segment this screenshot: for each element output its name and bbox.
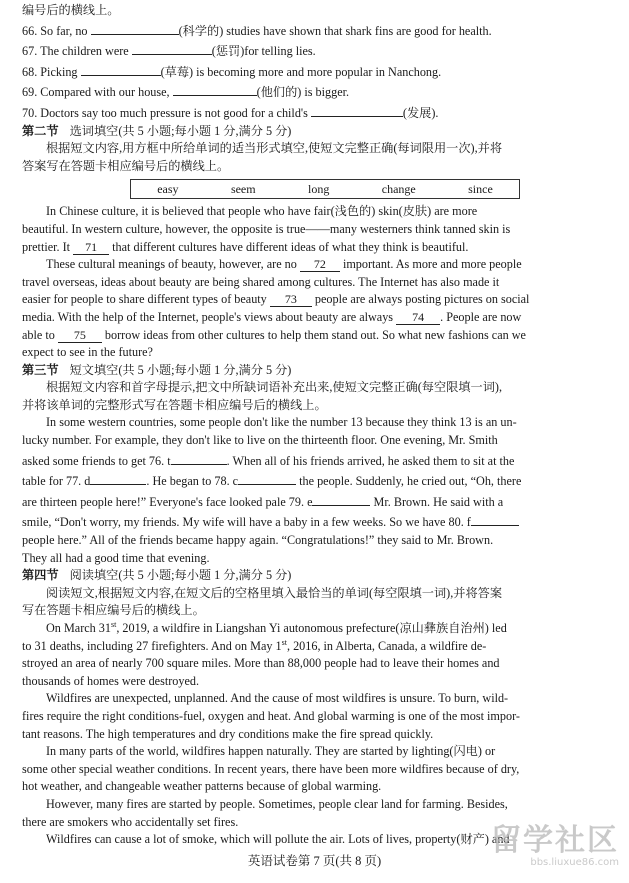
- passage-line: In some western countries, some people don't like the number 13 because they think 13 is an un-: [46, 415, 517, 430]
- answer-blank-68[interactable]: [81, 61, 161, 76]
- passage-line: people here.” All of the friends became happy again. “Congratulations!” they said to Mr. Brown.: [22, 533, 494, 548]
- section-3-subtitle: 短文填空(共 5 小题;每小题 1 分,满分 5 分): [69, 362, 292, 377]
- passage-line: In Chinese culture, it is believed that people who have fair(浅色的) skin(皮肤) are more: [46, 204, 478, 219]
- word-bank-item: seem: [230, 181, 256, 196]
- passage-line: able to 75 borrow ideas from other cultures to help them stand out. So what new fashions can we: [22, 327, 526, 342]
- word-bank-item: change: [381, 181, 416, 196]
- answer-blank-79[interactable]: [312, 491, 370, 506]
- passage-line: asked some friends to get 76. t . When all of his friends arrived, he asked them to sit at the: [22, 450, 607, 471]
- word-bank-item: long: [308, 181, 330, 196]
- answer-blank-69[interactable]: [173, 81, 257, 96]
- word-bank-item: easy: [157, 181, 179, 196]
- passage-line: beautiful. In western culture, however, the opposite is true——many westerners think tanned skin is: [22, 221, 511, 236]
- passage-line: media. With the help of the Internet, people's views about beauty are always 74 . People are now: [22, 309, 522, 324]
- passage-line: fires require the right conditions-fuel, oxygen and heat. And global warming is one of the most impor-: [22, 708, 520, 723]
- question-66: 66. So far, no (科学的) studies have shown that shark fins are good for health.: [22, 20, 607, 41]
- answer-blank-80[interactable]: [471, 511, 519, 526]
- word-bank-box: [130, 179, 520, 199]
- site-watermark: [449, 825, 619, 873]
- section-4-title: 第四节: [22, 568, 59, 583]
- section-3-instruction-cont: 并将该单词的完整形式写在答题卡相应编号后的横线上。: [22, 397, 327, 412]
- passage-line: some other special weather conditions. In recent years, there have been more wildfires because of dry,: [22, 761, 520, 776]
- section-2-heading: [22, 123, 607, 141]
- word-bank-item: since: [468, 181, 493, 196]
- passage-line: expect to see in the future?: [22, 345, 153, 360]
- section-2-subtitle: 选词填空(共 5 小题;每小题 1 分,满分 5 分): [69, 123, 292, 138]
- page-footer: 英语试卷第 7 页(共 8 页): [247, 854, 382, 868]
- section-2-instruction-cont: 答案写在答题卡相应编号后的横线上。: [22, 158, 230, 173]
- answer-blank-77[interactable]: [90, 470, 146, 485]
- passage-line: prettier. It 71 that different cultures have different ideas of what they think is beautiful.: [22, 239, 469, 254]
- question-68: 68. Picking (草莓) is becoming more and more popular in Nanchong.: [22, 61, 607, 82]
- intro-line: 编号后的横线上。: [22, 3, 120, 17]
- passage-line: to 31 deaths, including 27 firefighters. And on May 1st, 2016, in Alberta, Canada, a wildfire de-: [22, 637, 487, 653]
- watermark-url: bbs.liuxue86.com: [530, 857, 619, 868]
- section-4-heading: [22, 567, 607, 585]
- passage-line: Wildfires can cause a lot of smoke, which will pollute the air. Lots of lives, property(财产) and: [46, 832, 510, 847]
- section-3-heading: [22, 362, 607, 380]
- answer-blank-71[interactable]: 71: [73, 240, 109, 255]
- question-70: 70. Doctors say too much pressure is not good for a child's (发展).: [22, 102, 607, 123]
- answer-blank-74[interactable]: 74: [396, 310, 440, 325]
- passage-line: stroyed an area of nearly 700 square miles. More than 88,000 people had to leave their homes and: [22, 656, 500, 671]
- passage-line: In many parts of the world, wildfires happen naturally. They are started by lighting(闪电) or: [46, 744, 496, 759]
- section-3-title: 第三节: [22, 362, 59, 377]
- section-2-instruction: 根据短文内容,用方框中所给单词的适当形式填空,使短文完整正确(每词限用一次),并将: [46, 141, 503, 156]
- section-4-instruction-cont: 写在答题卡相应编号后的横线上。: [22, 603, 205, 618]
- passage-line: table for 77. d . He began to 78. c the people. Suddenly, he cried out, “Oh, there: [22, 470, 607, 491]
- section-4-subtitle: 阅读填空(共 5 小题;每小题 1 分,满分 5 分): [69, 568, 292, 583]
- passage-line: thousands of homes were destroyed.: [22, 673, 200, 688]
- passage-line: These cultural meanings of beauty, however, are no 72 important. As more and more people: [46, 257, 522, 272]
- answer-blank-78[interactable]: [238, 470, 296, 485]
- passage-line: tant reasons. The high temperatures and dry conditions make the fire spread quickly.: [22, 726, 434, 741]
- answer-blank-66[interactable]: [91, 20, 179, 35]
- passage-line: easier for people to share different types of beauty 73 people are always posting pictures on social: [22, 292, 530, 307]
- passage-line: there are smokers who accidentally set fires.: [22, 814, 239, 829]
- watermark-logo-text: 留学社区: [491, 823, 619, 858]
- answer-blank-67[interactable]: [132, 40, 212, 55]
- section-2-title: 第二节: [22, 123, 59, 138]
- answer-blank-75[interactable]: 75: [58, 328, 102, 343]
- passage-line: They all had a good time that evening.: [22, 550, 210, 565]
- passage-line: lucky number. For example, they don't like to live on the thirteenth floor. One evening, Mr. Smith: [22, 433, 498, 448]
- passage-line: smile, “Don't worry, my friends. My wife will have a baby in a few weeks. So we have 80. f: [22, 511, 607, 532]
- question-69: 69. Compared with our house, (他们的) is bigger.: [22, 81, 607, 102]
- passage-line: are thirteen people here!” Everyone's face looked pale 79. e Mr. Brown. He said with a: [22, 491, 607, 512]
- question-67: 67. The children were (惩罚)for telling lies.: [22, 40, 607, 61]
- answer-blank-76[interactable]: [171, 450, 227, 465]
- passage-line: On March 31st, 2019, a wildfire in Liangshan Yi autonomous prefecture(凉山彝族自治州) led: [46, 619, 507, 635]
- passage-line: However, many fires are started by people. Sometimes, people clear land for farming. Besides,: [46, 796, 508, 811]
- passage-line: travel overseas, ideas about beauty are being shared among cultures. The Internet has also made it: [22, 274, 500, 289]
- answer-blank-72[interactable]: 72: [300, 257, 340, 272]
- section-4-instruction: 阅读短文,根据短文内容,在短文后的空格里填入最恰当的单词(每空限填一词),并将答案: [46, 585, 503, 600]
- section-3-instruction: 根据短文内容和首字母提示,把文中所缺词语补充出来,使短文完整正确(每空限填一词),: [46, 380, 503, 395]
- answer-blank-70[interactable]: [311, 102, 403, 117]
- passage-line: hot weather, and changeable weather patterns because of global warming.: [22, 779, 382, 794]
- passage-line: Wildfires are unexpected, unplanned. And the cause of most wildfires is unsure. To burn, wild-: [46, 691, 509, 706]
- answer-blank-73[interactable]: 73: [270, 292, 312, 307]
